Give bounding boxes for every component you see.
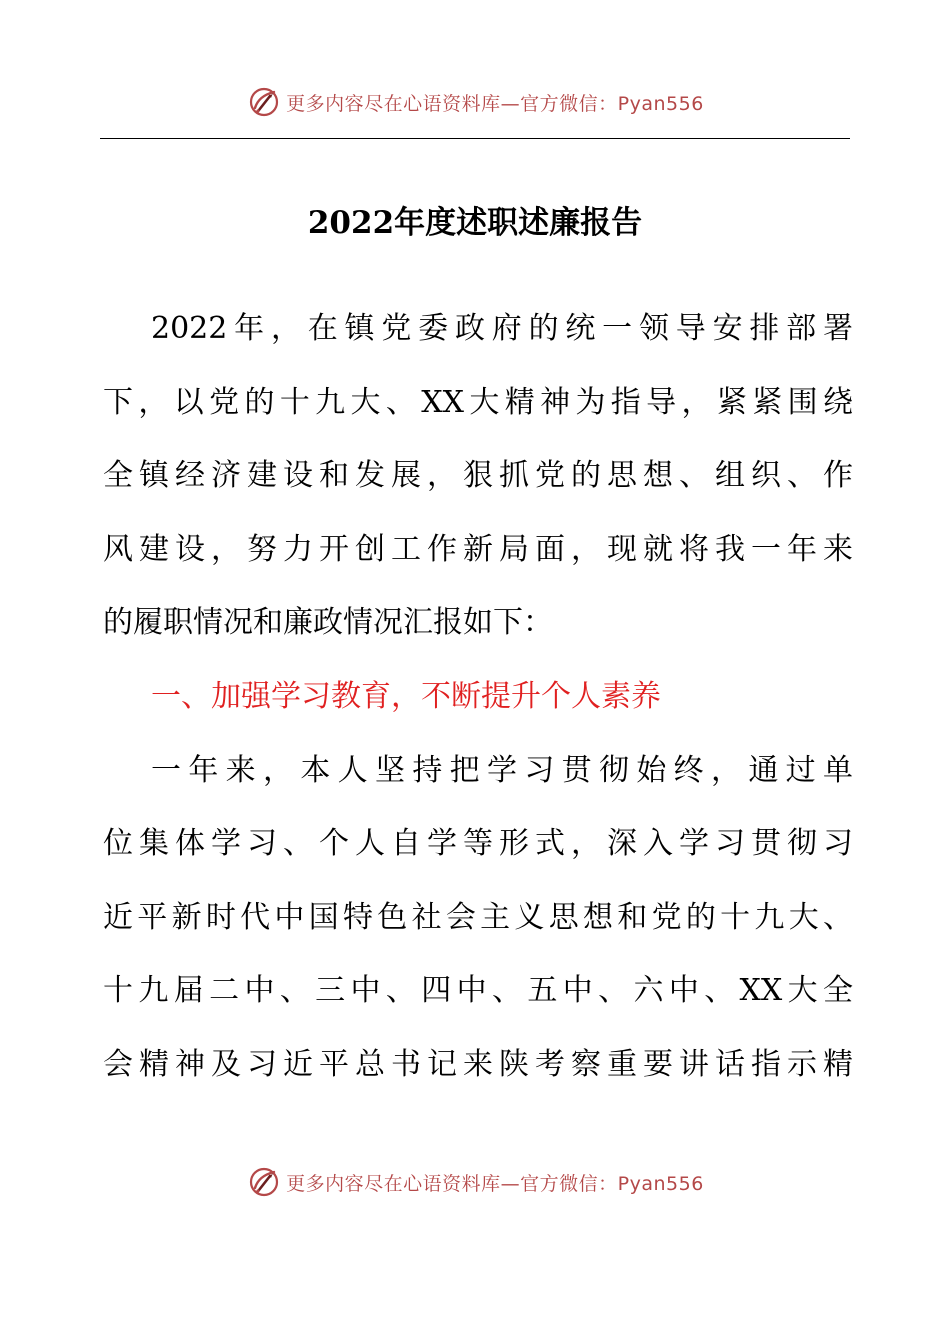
paragraph-line: 一年来，本人坚持把学习贯彻始终，通过单 xyxy=(151,752,853,788)
footer-watermark-text: 更多内容尽在心语资料库—官方微信：Pyan556 xyxy=(286,1172,704,1195)
paragraph-line: 十九届二中、三中、四中、五中、六中、XX大全 xyxy=(103,973,853,1009)
paragraph-line: 的履职情况和廉政情况汇报如下： xyxy=(103,605,553,641)
paragraph-line: 下，以党的十九大、XX大精神为指导，紧紧围绕 xyxy=(103,384,853,420)
paragraph-line: 会精神及习近平总书记来陕考察重要讲话指示精 xyxy=(103,1046,853,1082)
header-watermark xyxy=(0,82,950,122)
document-title: 2022年度述职述廉报告 xyxy=(307,205,643,241)
paragraph-line: 2022年，在镇党委政府的统一领导安排部署 xyxy=(151,311,853,346)
header-watermark-text: 更多内容尽在心语资料库—官方微信：Pyan556 xyxy=(286,92,704,115)
document-body xyxy=(103,292,853,1102)
xinyu-logo-icon xyxy=(246,1164,282,1200)
footer-watermark xyxy=(0,1162,950,1202)
paragraph-line: 近平新时代中国特色社会主义思想和党的十九大、 xyxy=(103,899,853,935)
paragraph-line: 风建设，努力开创工作新局面，现就将我一年来 xyxy=(103,531,853,567)
header-divider xyxy=(100,138,850,139)
section-heading: 一、加强学习教育，不断提升个人素养 xyxy=(151,678,661,714)
paragraph-line: 全镇经济建设和发展，狠抓党的思想、组织、作 xyxy=(103,458,853,494)
xinyu-logo-icon xyxy=(246,84,282,120)
paragraph-line: 位集体学习、个人自学等形式，深入学习贯彻习 xyxy=(103,826,853,862)
